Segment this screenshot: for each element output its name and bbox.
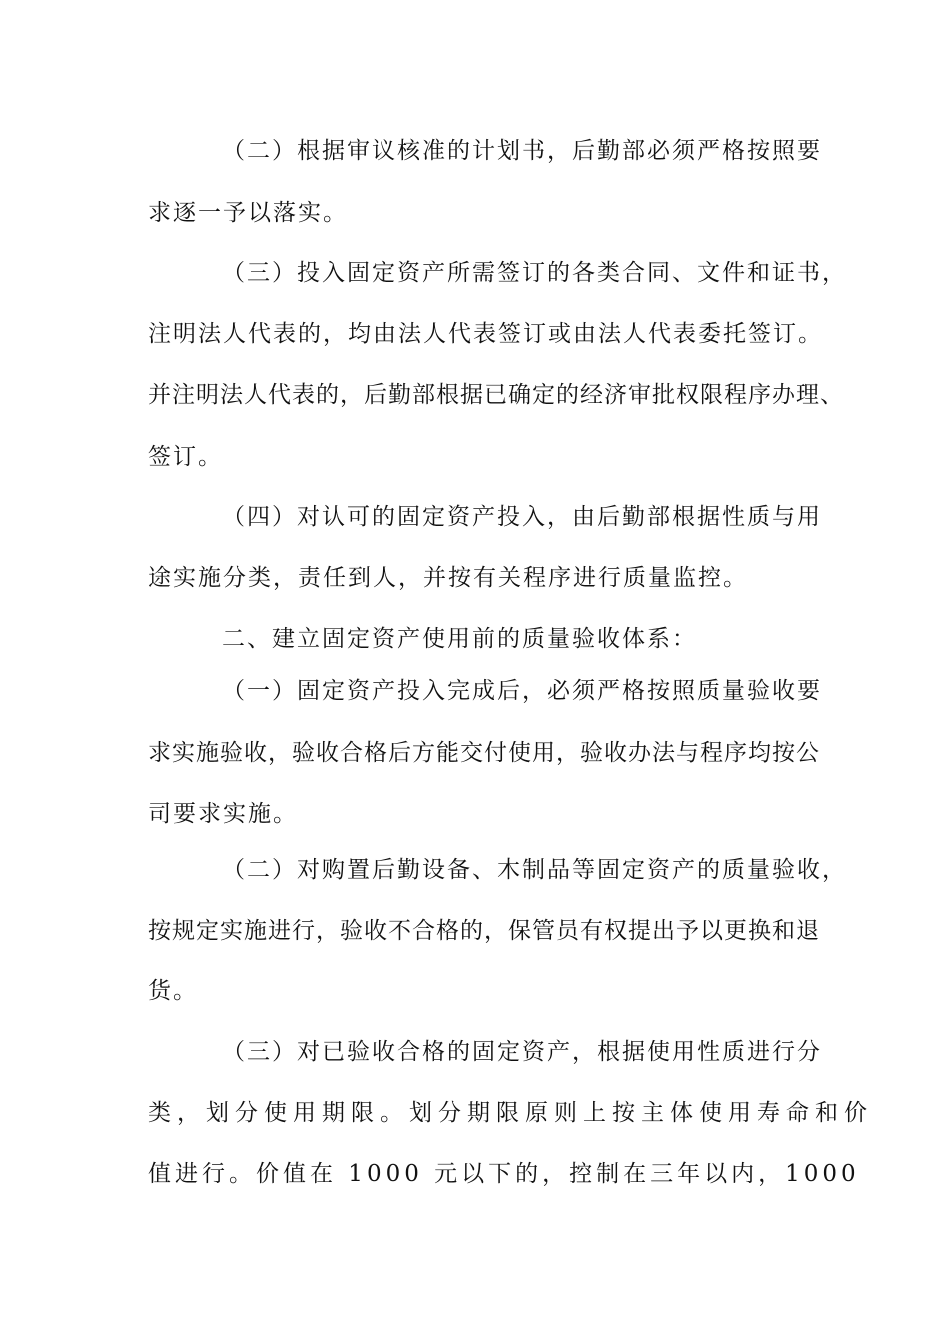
- paragraph-line: （一）固定资产投入完成后，必须严格按照质量验收要: [222, 678, 822, 704]
- paragraph-line: （三）对已验收合格的固定资产，根据使用性质进行分: [222, 1039, 822, 1065]
- paragraph-line: 值进行。价值在 1000 元以下的，控制在三年以内，1000: [148, 1161, 860, 1187]
- paragraph-line: （三）投入固定资产所需签订的各类合同、文件和证书，: [222, 260, 847, 286]
- paragraph-line: 司要求实施。: [148, 801, 298, 827]
- paragraph-line: （四）对认可的固定资产投入，由后勤部根据性质与用: [222, 504, 822, 530]
- paragraph-line: 求实施验收，验收合格后方能交付使用，验收办法与程序均按公: [148, 740, 820, 766]
- paragraph-line: 求逐一予以落实。: [148, 200, 348, 226]
- paragraph-line: 签订。: [148, 444, 223, 470]
- paragraph-line: 货。: [148, 978, 198, 1004]
- paragraph-line: 并注明法人代表的，后勤部根据已确定的经济审批权限程序办理、: [148, 382, 844, 408]
- paragraph-line: （二）对购置后勤设备、木制品等固定资产的质量验收，: [222, 857, 847, 883]
- paragraph-line: （二）根据审议核准的计划书，后勤部必须严格按照要: [222, 138, 822, 164]
- paragraph-line: 类，划分使用期限。划分期限原则上按主体使用寿命和价: [148, 1100, 873, 1126]
- paragraph-line: 注明法人代表的，均由法人代表签订或由法人代表委托签订。: [148, 321, 823, 347]
- paragraph-line: 按规定实施进行，验收不合格的，保管员有权提出予以更换和退: [148, 918, 820, 944]
- section-heading: 二、建立固定资产使用前的质量验收体系：: [222, 626, 697, 652]
- paragraph-line: 途实施分类，责任到人，并按有关程序进行质量监控。: [148, 565, 748, 591]
